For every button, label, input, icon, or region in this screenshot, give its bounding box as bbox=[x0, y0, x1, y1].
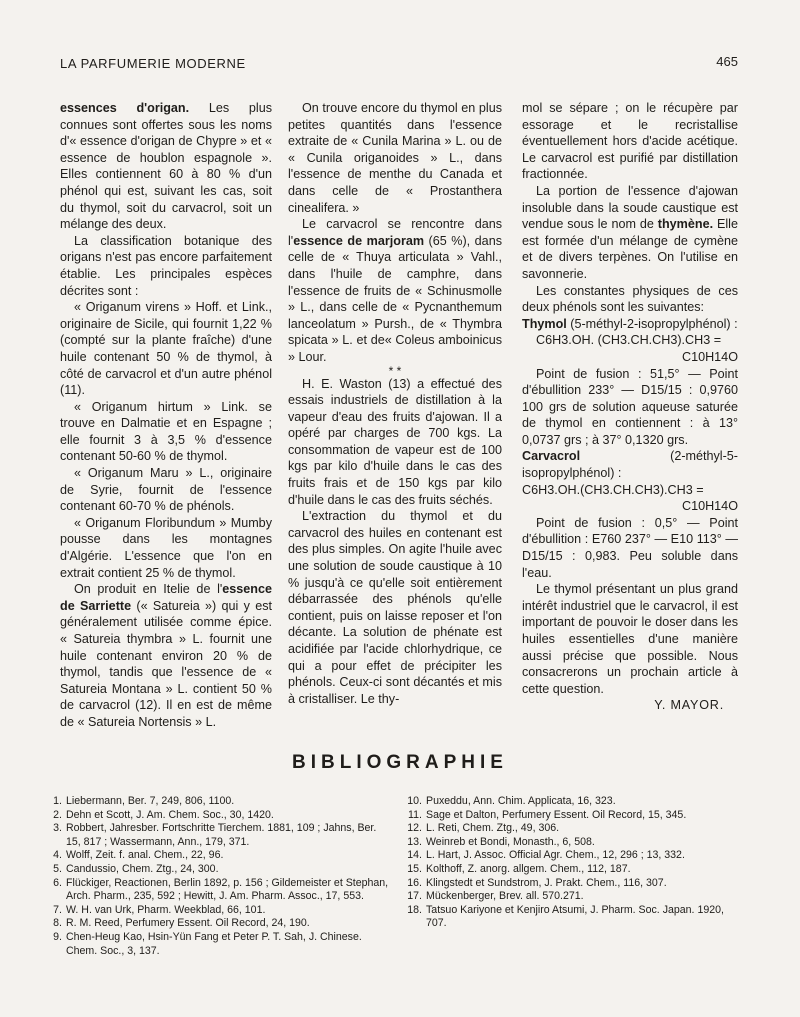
entry-number: 10. bbox=[407, 795, 422, 807]
column-1 bbox=[60, 100, 272, 731]
section-separator: * * bbox=[388, 363, 402, 378]
entry-number: 12. bbox=[407, 822, 422, 835]
column-3 bbox=[522, 100, 738, 714]
paragraph-text: (« Satureia ») qui y est généralement utilisée comme épice. « Satureia thymbra » L. fournit une huile contenant environ 20 % de thymol, tandis que l'essence de « Satureia Montana » L. contient 50 % de carvacrol (12). Il en est de même de « Satureia Nortensis » L. bbox=[60, 598, 273, 729]
paragraph bbox=[288, 216, 502, 365]
chemical-formula: C6H3.OH. (CH3.CH.CH3).CH3 = bbox=[536, 333, 722, 348]
chemical-formula: C10H14O bbox=[681, 499, 738, 514]
paragraph: H. E. Waston (13) a effectué des essais industriels de distillation à la vapeur d'eau des fruits d'ajowan. Il a opéré par charges de 700 kgs. La consommation de vapeur est de 100 kgs par kilo d'huile dans le cas des fruits frais et de 150 kgs par kilo d'huile dans le cas des fruits séchés. bbox=[288, 376, 502, 507]
chemical-formula: C10H14O bbox=[681, 349, 738, 364]
bibliography-entry bbox=[44, 931, 392, 958]
entry-text: L. Reti, Chem. Ztg., 49, 306. bbox=[426, 822, 560, 835]
entry-number: 15. bbox=[407, 862, 422, 875]
entry-text: Chen-Heug Kao, Hsin-Yün Fang et Peter P. T. Sah, J. Chinese. Chem. Soc., 3, 137. bbox=[66, 930, 362, 957]
entry-number: 11. bbox=[408, 808, 422, 821]
paragraph: « Origanum hirtum » Link. se trouve en Dalmatie et en Espagne ; elle fournit 3 à 3,5 % d'essence contenant 50-60 % de thymol. bbox=[60, 399, 272, 464]
entry-number: 6. bbox=[53, 876, 62, 889]
bibliography-entry bbox=[44, 849, 392, 863]
entry-text: Robbert, Jahresber. Fortschritte Tierchem. 1881, 109 ; Jahns, Ber. 15, 817 ; Wassermann, Ann., 179, 371. bbox=[66, 822, 377, 848]
paragraph bbox=[60, 100, 272, 233]
paragraph: La classification botanique des origans n'est pas encore parfaitement établie. Les principales espèces décrites sont : bbox=[60, 233, 272, 298]
compound-name: Thymol bbox=[522, 316, 567, 331]
bold-term: essence de marjoram bbox=[293, 233, 425, 248]
bibliography-entry bbox=[44, 904, 392, 918]
bibliography-entry bbox=[404, 822, 744, 836]
bibliography-list-left bbox=[44, 795, 392, 958]
bibliography-entry bbox=[44, 917, 392, 931]
running-head: LA PARFUMERIE MODERNE bbox=[60, 56, 246, 71]
entry-text: W. H. van Urk, Pharm. Weekblad, 66, 101. bbox=[66, 903, 266, 916]
bold-term: essence de Sarriette bbox=[60, 582, 272, 613]
paragraph: Le thymol présentant un plus grand intérêt industriel que le carvacrol, il est important de pouvoir le doser dans les huiles essentielles d'une manière aussi précise que possible. Nous consacrerons un prochain article à cette question. bbox=[522, 582, 738, 696]
bibliography-entry bbox=[404, 809, 744, 823]
entry-text: Dehn et Scott, J. Am. Chem. Soc., 30, 1420. bbox=[66, 808, 274, 821]
entry-number: 17. bbox=[407, 890, 422, 903]
bibliography-entry bbox=[404, 904, 744, 931]
entry-text: L. Hart, J. Assoc. Official Agr. Chem., 12, 296 ; 13, 332. bbox=[426, 849, 685, 862]
bibliography-entry bbox=[404, 877, 744, 891]
bibliography-entry bbox=[404, 836, 744, 850]
entry-text: Tatsuo Kariyone et Kenjiro Atsumi, J. Pharm. Soc. Japan. 1920, 707. bbox=[426, 903, 724, 930]
paragraph: L'extraction du thymol et du carvacrol des huiles en contenant est des plus simples. On agite l'huile avec une solution de soude caustique à 10 % jusqu'à ce qu'elle soit entièrement débarrassée des phénols qu'elle contient, puis on laisse reposer et l'on décante. La solution de phénate est acidifiée par l'acide chlorhydrique, ce qui a pour effet de précipiter les phénols. Ceux-ci sont décantés et mis à cristalliser. Le thy- bbox=[288, 509, 502, 706]
entry-number: 14. bbox=[407, 849, 422, 862]
paragraph: Point de fusion : 51,5° — Point d'ébullition 233° — D15/15 : 0,9760 100 grs de solution aqueuse saturée de thymol en contiennent : à 13° 0,0737 grs ; à 37° 0,1320 grs. bbox=[522, 366, 738, 447]
paragraph-text: Les plus connues sont offertes sous les noms d'« essence d'origan de Chypre » et « essence de houblon espagnole ». Elles contiennent 60 à 80 % d'un phénol qui est, suivant les cas, soit du thymol, soit du carvacrol, soit un mélange des deux. bbox=[60, 101, 272, 232]
bold-term: essences d'origan. bbox=[60, 101, 190, 115]
bibliography-list-right bbox=[404, 795, 744, 931]
paragraph: On trouve encore du thymol en plus petites quantités dans l'essence extraite de « Cunila Marina » L. ou de « Cunila origanoides » L., dans l'essence de menthe du Canada et dans celle de « Prostanthera cinealifera. » bbox=[288, 101, 502, 215]
bibliography-entry bbox=[44, 877, 392, 904]
paragraph-text: On produit en Itelie de l' bbox=[74, 582, 223, 597]
bibliography-entry bbox=[44, 863, 392, 877]
entry-text: R. M. Reed, Perfumery Essent. Oil Record, 24, 190. bbox=[66, 917, 310, 930]
entry-number: 4. bbox=[53, 849, 62, 862]
paragraph: Point de fusion : 0,5° — Point d'ébullition : E760 237° — E10 113° — D15/15 : 0,983. Peu soluble dans l'eau. bbox=[522, 515, 738, 580]
entry-text: Weinreb et Bondi, Monasth., 6, 508. bbox=[426, 835, 595, 848]
compound-description: (2-méthyl-5-isopropylphénol) : bbox=[522, 449, 738, 481]
entry-text: Candussio, Chem. Ztg., 24, 300. bbox=[66, 862, 219, 875]
page-number: 465 bbox=[716, 54, 738, 69]
entry-number: 9. bbox=[53, 930, 62, 943]
bibliography-entry bbox=[404, 863, 744, 877]
entry-number: 1. bbox=[53, 795, 62, 807]
paragraph: « Origanum Floribundum » Mumby pousse dans les montagnes d'Algérie. L'essence que l'on en extrait contient 25 % de thymol. bbox=[60, 515, 272, 580]
paragraph bbox=[60, 581, 272, 730]
entry-number: 13. bbox=[407, 835, 422, 848]
paragraph-text: Le carvacrol se rencontre dans l' bbox=[288, 217, 502, 248]
entry-text: Mückenberger, Brev. all. 570.271. bbox=[426, 890, 584, 903]
bibliography-entry bbox=[404, 849, 744, 863]
entry-number: 2. bbox=[53, 808, 62, 821]
entry-text: Wolff, Zeit. f. anal. Chem., 22, 96. bbox=[66, 849, 224, 862]
paragraph: Les constantes physiques de ces deux phénols sont les suivantes: bbox=[522, 283, 738, 315]
bold-term: thymène. bbox=[657, 217, 714, 232]
paragraph: « Origanum Maru » L., originaire de Syrie, fournit de l'essence contenant 60-70 % de phénols. bbox=[60, 466, 272, 514]
compound-name: Carvacrol bbox=[522, 449, 581, 464]
chemical-formula: C6H3.OH.(CH3.CH.CH3).CH3 = bbox=[522, 482, 704, 497]
entry-number: 5. bbox=[53, 862, 62, 875]
bibliography-title: BIBLIOGRAPHIE bbox=[292, 752, 508, 773]
paragraph-text: La portion de l'essence d'ajowan insoluble dans la soude caustique est vendue sous le nom de bbox=[522, 183, 738, 232]
bibliography-entry bbox=[44, 795, 392, 809]
paragraph bbox=[522, 183, 738, 283]
entry-number: 8. bbox=[53, 917, 62, 930]
bibliography-entry bbox=[44, 809, 392, 823]
entry-number: 7. bbox=[53, 903, 62, 916]
entry-number: 3. bbox=[53, 822, 62, 835]
compound-heading bbox=[522, 316, 738, 333]
entry-text: Puxeddu, Ann. Chim. Applicata, 16, 323. bbox=[426, 795, 616, 807]
entry-number: 18. bbox=[407, 903, 422, 916]
author-signature: Y. MAYOR. bbox=[654, 698, 724, 713]
entry-text: Flückiger, Reactionen, Berlin 1892, p. 156 ; Gildemeister et Stephan, Arch. Pharm., 235, 592 ; Hewitt, J. Am. Pharm. Assoc., 17, 553. bbox=[66, 876, 389, 903]
paragraph: « Origanum virens » Hoff. et Link., originaire de Sicile, qui fournit 1,22 % (compté sur la plante fraîche) d'une huile contenant 50 % de thymol, à côté de carvacrol et d'un autre phénol (11). bbox=[60, 300, 272, 398]
bibliography-entry bbox=[404, 795, 744, 809]
compound-description: (5-méthyl-2-isopropylphénol) : bbox=[566, 316, 738, 331]
bibliography-entry bbox=[44, 822, 392, 849]
entry-text: Kolthoff, Z. anorg. allgem. Chem., 112, 187. bbox=[426, 862, 631, 875]
column-2 bbox=[288, 100, 502, 707]
paragraph-text: (65 %), dans celle de « Thuya articulata » Vahl., dans l'huile de camphre, dans l'essence de fruits de « Schinusmolle » L., dans celle de « Pycnanthemum lanceolatum » Pursh., de « Thymbra spicata » L. et de« Coleus amboinicus » Lour. bbox=[288, 233, 502, 364]
entry-number: 16. bbox=[407, 876, 422, 889]
paragraph: mol se sépare ; on le récupère par essorage et le recristallise éventuellement hors d'acide acétique. Le carvacrol est purifié par distillation fractionnée. bbox=[522, 101, 738, 182]
entry-text: Liebermann, Ber. 7, 249, 806, 1100. bbox=[66, 795, 235, 807]
bibliography-entry bbox=[404, 890, 744, 904]
compound-heading bbox=[522, 448, 738, 481]
entry-text: Sage et Dalton, Perfumery Essent. Oil Record, 15, 345. bbox=[426, 808, 687, 821]
entry-text: Klingstedt et Sundstrom, J. Prakt. Chem., 116, 307. bbox=[426, 876, 667, 889]
paragraph-text: Elle est formée d'un mélange de cymène et de divers terpènes. On l'utilise en savonnerie. bbox=[522, 217, 738, 281]
